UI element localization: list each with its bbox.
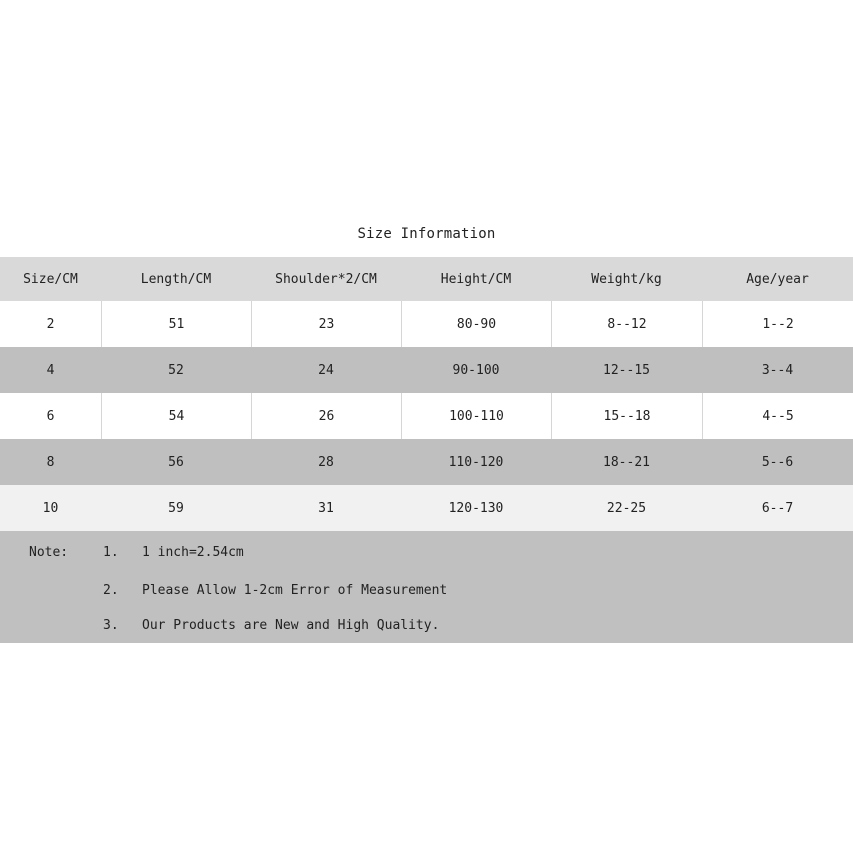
note-item [0, 583, 853, 603]
note-number: 3. [103, 618, 119, 633]
table-cell: 6--7 [761, 500, 794, 516]
table-cell: 8--12 [551, 301, 702, 347]
table-cell: 120-130 [448, 500, 504, 516]
note-number: 1. [103, 545, 119, 560]
table-cell: 26 [251, 393, 401, 439]
table-cell: 59 [168, 500, 184, 516]
table-cell: 15--18 [551, 393, 702, 439]
table-cell: 28 [318, 454, 334, 470]
table-cell: 24 [318, 362, 334, 378]
header-cell-weight: Weight/kg [591, 271, 662, 287]
note-item [0, 618, 853, 638]
table-cell: 23 [251, 301, 401, 347]
table-cell: 12--15 [603, 362, 650, 378]
header-cell-length: Length/CM [140, 271, 212, 287]
table-cell: 8 [46, 454, 55, 470]
table-cell: 4--5 [702, 393, 853, 439]
table-cell: 5--6 [761, 454, 794, 470]
table-cell: 56 [168, 454, 184, 470]
table-cell: 80-90 [401, 301, 551, 347]
header-cell-size: Size/CM [23, 271, 78, 287]
table-cell: 54 [101, 393, 251, 439]
table-cell: 31 [318, 500, 334, 516]
note-item [0, 545, 853, 565]
table-cell: 52 [168, 362, 184, 378]
table-cell: 51 [101, 301, 251, 347]
table-cell: 90-100 [452, 362, 500, 378]
table-cell: 6 [46, 408, 55, 424]
header-cell-shoulder: Shoulder*2/CM [275, 271, 377, 287]
table-cell: 1--2 [702, 301, 853, 347]
notes-section [0, 531, 853, 643]
table-row [0, 347, 853, 393]
table-row [0, 439, 853, 485]
note-number: 2. [103, 583, 119, 598]
table-cell: 2 [46, 316, 55, 332]
note-text: Please Allow 1-2cm Error of Measurement [142, 583, 448, 598]
table-cell: 3--4 [761, 362, 794, 378]
note-text: Our Products are New and High Quality. [142, 618, 440, 633]
page-title: Size Information [357, 226, 496, 242]
notes-label: Note: [29, 545, 69, 560]
table-cell: 4 [46, 362, 55, 378]
size-table [0, 257, 853, 531]
header-cell-age: Age/year [746, 271, 809, 287]
table-row [0, 301, 853, 347]
table-cell: 110-120 [448, 454, 504, 470]
table-cell: 10 [42, 500, 59, 516]
table-cell: 100-110 [401, 393, 551, 439]
table-row [0, 393, 853, 439]
table-cell: 22-25 [606, 500, 647, 516]
table-row [0, 485, 853, 531]
note-text: 1 inch=2.54cm [142, 545, 244, 560]
table-cell: 18--21 [603, 454, 650, 470]
table-header-row [0, 257, 853, 301]
header-cell-height: Height/CM [440, 271, 512, 287]
